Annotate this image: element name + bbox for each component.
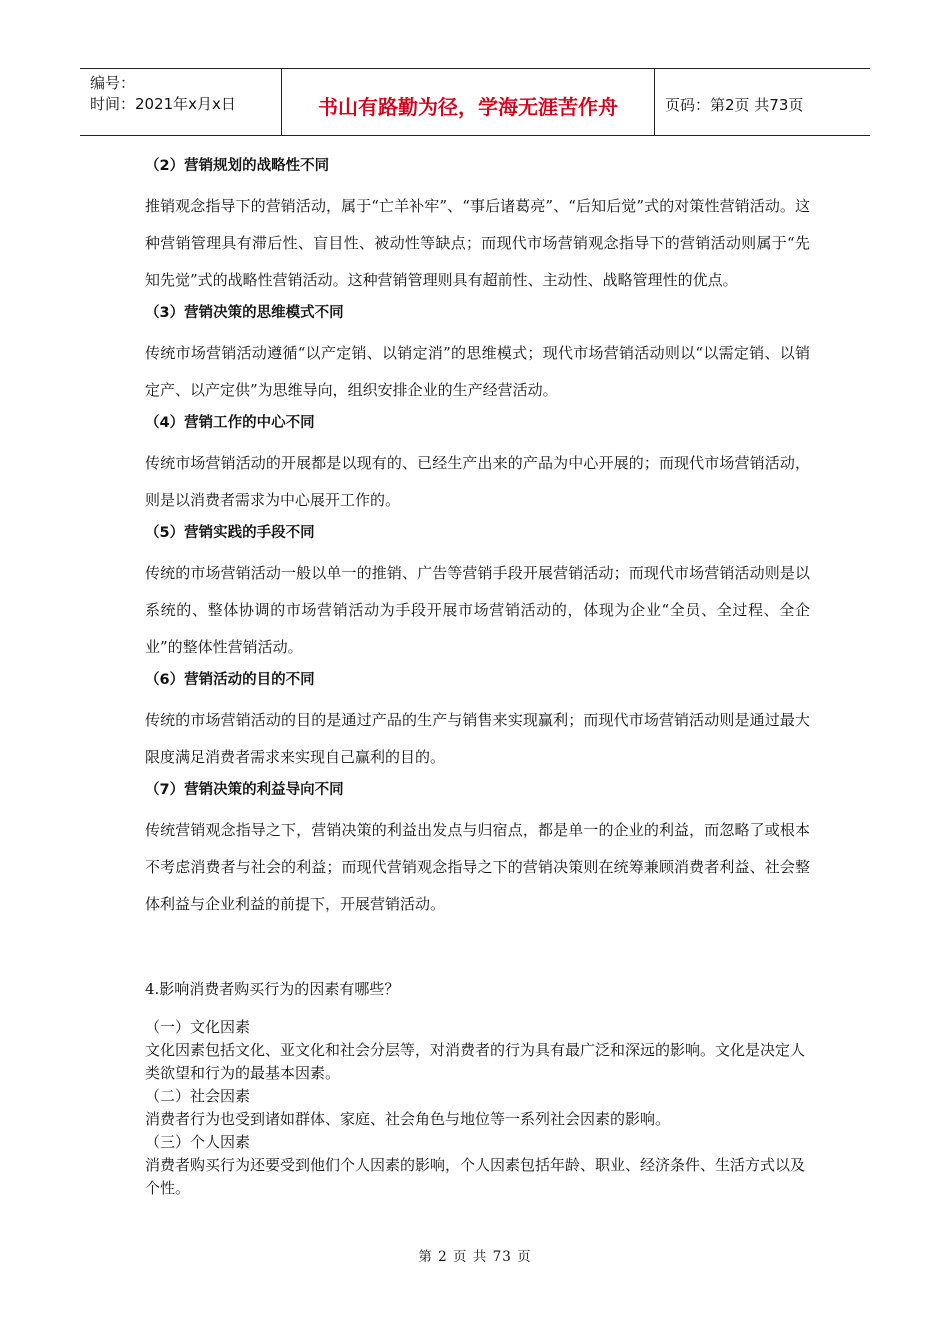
section-5 [145, 523, 810, 666]
question-section [145, 978, 810, 1200]
question-title: 4.影响消费者购买行为的因素有哪些？ [145, 980, 400, 998]
section-heading: （3）营销决策的思维模式不同 [145, 305, 344, 321]
header-motto: 书山有路勤为径，学海无涯苦作舟 [282, 69, 655, 135]
factor-body: 文化因素包括文化、亚文化和社会分层等，对消费者的行为具有最广泛和深远的影响。文化是决定人类欲望和行为的最基本因素。 [145, 1041, 806, 1082]
section-body: 传统市场营销活动遵循“以产定销、以销定消”的思维模式；现代市场营销活动则以“以需定销、以销定产、以产定供”为思维导向，组织安排企业的生产经营活动。 [145, 344, 810, 399]
section-6 [145, 670, 810, 776]
doc-time-label: 时间：2021年x月x日 [90, 95, 236, 113]
section-body: 传统的市场营销活动一般以单一的推销、广告等营销手段开展营销活动；而现代市场营销活动则是以系统的、整体协调的市场营销活动为手段开展市场营销活动的，体现为企业“全员、全过程、全企业”的整体性营销活动。 [145, 564, 810, 656]
section-heading: （5）营销实践的手段不同 [145, 525, 315, 541]
page-footer: 第 2 页 共 73 页 [418, 1249, 532, 1265]
section-heading: （7）营销决策的利益导向不同 [145, 782, 344, 798]
main-content [145, 156, 810, 927]
section-heading: （2）营销规划的战略性不同 [145, 158, 330, 174]
factor-heading: （三）个人因素 [145, 1133, 251, 1151]
section-4 [145, 413, 810, 519]
factor-body: 消费者购买行为还要受到他们个人因素的影响，个人因素包括年龄、职业、经济条件、生活方式以及个性。 [145, 1156, 806, 1197]
header-page-info: 页码：第2页 共73页 [665, 95, 804, 114]
section-3 [145, 303, 810, 409]
section-heading: （6）营销活动的目的不同 [145, 672, 315, 688]
section-heading: （4）营销工作的中心不同 [145, 415, 315, 431]
factor-heading: （二）社会因素 [145, 1087, 251, 1105]
section-body: 传统营销观念指导之下，营销决策的利益出发点与归宿点，都是单一的企业的利益，而忽略了或根本不考虑消费者与社会的利益；而现代营销观念指导之下的营销决策则在统筹兼顾消费者利益、社会整体利益与企业利益的前提下，开展营销活动。 [145, 821, 810, 913]
page-header [80, 68, 870, 136]
section-body: 传统市场营销活动的开展都是以现有的、已经生产出来的产品为中心开展的；而现代市场营销活动，则是以消费者需求为中心展开工作的。 [145, 454, 810, 509]
doc-number-label: 编号： [90, 74, 136, 92]
section-7 [145, 780, 810, 923]
section-body: 推销观念指导下的营销活动，属于“亡羊补牢”、“事后诸葛亮”、“后知后觉”式的对策性营销活动。这种营销管理具有滞后性、盲目性、被动性等缺点；而现代市场营销观念指导下的营销活动则属于“先知先觉”式的战略性营销活动。这种营销管理则具有超前性、主动性、战略管理性的优点。 [145, 197, 810, 289]
section-2 [145, 156, 810, 299]
factor-heading: （一）文化因素 [145, 1018, 251, 1036]
header-meta-cell [80, 69, 282, 135]
section-body: 传统的市场营销活动的目的是通过产品的生产与销售来实现赢利；而现代市场营销活动则是通过最大限度满足消费者需求来实现自己赢利的目的。 [145, 711, 810, 766]
factor-body: 消费者行为也受到诸如群体、家庭、社会角色与地位等一系列社会因素的影响。 [145, 1110, 671, 1128]
